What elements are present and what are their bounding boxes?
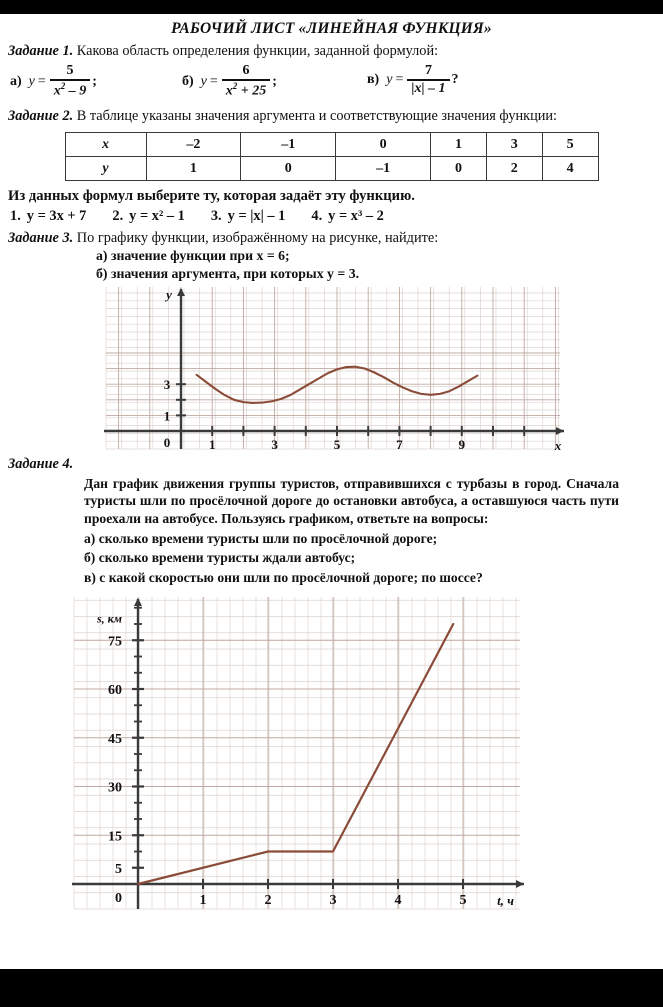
task3-heading: Задание 3.	[8, 229, 74, 246]
formula-b	[182, 64, 367, 99]
motion-grid	[74, 597, 520, 909]
formula-b-denominator: $x^2 + 25$	[225, 80, 267, 99]
option-3	[211, 208, 286, 225]
task4-heading: Задание 4.	[8, 455, 74, 472]
table-cell: 1	[431, 133, 487, 157]
x-axis-label: x	[554, 437, 562, 453]
wave-grid	[106, 287, 560, 449]
formula-v-fraction	[407, 64, 449, 96]
formula-a-denominator: $x^2 - 9$	[53, 80, 87, 99]
formula-a-tail: ;	[92, 73, 97, 89]
table-header-x: x	[65, 133, 146, 157]
page-title: РАБОЧИЙ ЛИСТ «ЛИНЕЙНАЯ ФУНКЦИЯ»	[171, 20, 492, 37]
formula-b-fraction	[222, 64, 270, 99]
y-tick-label: 15	[108, 829, 122, 845]
option-1-expression: y = 3x + 7	[26, 207, 87, 224]
table-cell: 0	[431, 157, 487, 181]
y-axis-label: s, км	[97, 611, 122, 626]
option-3-number: 3.	[210, 207, 222, 224]
x-tick-label: 2	[264, 892, 272, 908]
option-4	[311, 208, 383, 225]
y-tick-label: 5	[115, 861, 122, 877]
x-tick-label: 4	[394, 892, 402, 908]
formula-b-label: б)	[182, 73, 194, 89]
task2-text: В таблице указаны значения аргумента и соответствующие значения функции:	[73, 107, 558, 124]
formula-a-numerator: 5	[66, 63, 74, 79]
formula-a-eq: =	[37, 73, 46, 89]
formula-a-lhs: y	[28, 73, 35, 89]
task4-motion-chart	[0, 593, 663, 913]
bottom-black-band	[0, 969, 663, 1007]
task1-formulas	[0, 60, 663, 101]
origin-label: 0	[115, 890, 122, 906]
values-table	[65, 132, 599, 181]
formula-v-eq: =	[395, 72, 404, 88]
task3-graph-container	[0, 283, 663, 453]
origin-label: 0	[163, 434, 171, 450]
table-cell: –1	[241, 133, 336, 157]
formula-b-numerator: 6	[242, 63, 250, 79]
x-axis-arrow	[556, 427, 564, 435]
task3-wave-chart	[0, 283, 663, 453]
x-tick-label: 1	[208, 436, 216, 452]
table-cell: 0	[241, 157, 336, 181]
option-1	[10, 208, 86, 225]
y-tick-label: 60	[108, 682, 122, 698]
formula-v-denominator: |x| – 1	[411, 80, 446, 96]
formula-a-fraction	[50, 64, 91, 99]
formula-v-numerator: 7	[424, 63, 432, 79]
formula-v-tail: ?	[451, 72, 459, 88]
table-cell: 5	[542, 133, 598, 157]
task4-question-b: б) сколько времени туристы ждали автобус;	[84, 550, 356, 566]
task1-text: Какова область определения функции, заданной формулой:	[73, 43, 439, 59]
table-row-y	[65, 157, 598, 181]
option-4-expression: y = x³ – 2	[328, 207, 384, 224]
table-cell: 3	[486, 133, 542, 157]
option-2-number: 2.	[112, 207, 124, 224]
task2-options	[0, 206, 663, 227]
task1-line	[0, 42, 663, 60]
y-tick-label: 3	[163, 376, 171, 392]
task2-prompt: Из данных формул выберите ту, которая задаёт эту функцию.	[8, 188, 415, 205]
table-cell: 0	[336, 133, 431, 157]
formula-b-eq: =	[209, 73, 218, 89]
x-tick-label: 9	[458, 436, 466, 452]
worksheet-page	[0, 14, 663, 969]
table-cell: –2	[146, 133, 241, 157]
task4-question-a: а) сколько времени туристы шли по просёлочной дороге;	[84, 530, 438, 546]
formula-v-label: в)	[367, 72, 380, 88]
task2-heading: Задание 2.	[8, 107, 74, 124]
option-2	[112, 208, 184, 225]
table-cell: 2	[486, 157, 542, 181]
task3-line	[0, 227, 663, 247]
x-tick-label: 1	[199, 892, 207, 908]
top-black-band	[0, 0, 663, 14]
formula-v	[367, 64, 459, 96]
x-tick-label: 5	[333, 436, 341, 452]
task3-sub-a: а) значение функции при x = 6;	[96, 248, 290, 264]
option-1-number: 1.	[10, 207, 21, 224]
formula-b-lhs: y	[200, 73, 207, 89]
x-axis-arrow	[516, 880, 524, 888]
table-header-y: y	[65, 157, 146, 181]
x-tick-label: 7	[396, 436, 403, 452]
table-cell: 4	[542, 157, 598, 181]
task2-line	[0, 101, 663, 125]
x-tick-label: 3	[329, 892, 337, 908]
y-tick-label: 45	[108, 731, 122, 747]
task4-question-c: в) с какой скоростью они шли по просёлочной дороге; по шоссе?	[84, 570, 483, 586]
x-tick-label: 5	[459, 892, 467, 908]
task1-heading: Задание 1.	[8, 43, 74, 59]
motion-line	[138, 624, 453, 884]
formula-a-label: а)	[10, 73, 22, 89]
y-tick-label: 75	[108, 634, 122, 650]
task3-text: По графику функции, изображённому на рисунке, найдите:	[73, 229, 439, 246]
table-row-x	[65, 133, 598, 157]
x-tick-label: 3	[271, 436, 278, 452]
option-4-number: 4.	[311, 207, 323, 224]
formula-a	[10, 64, 182, 99]
task4-graph-container	[0, 593, 663, 913]
formula-v-lhs: y	[386, 72, 393, 88]
table-cell: 1	[146, 157, 241, 181]
x-axis-label: t, ч	[497, 892, 514, 908]
task4-line	[0, 453, 663, 473]
y-tick-label: 1	[163, 407, 171, 423]
task4-paragraph: Дан график движения группы туристов, отправившихся с турбазы в город. Сначала туристы шли по просёлочной дороге до остановки автобуса, а оставшуюся часть пути проехали на автобусе. Пользуясь графиком, ответьте на вопросы:	[84, 475, 619, 527]
y-axis-arrow	[134, 598, 142, 606]
y-axis-label: y	[166, 286, 172, 302]
task3-sub-b: б) значения аргумента, при которых y = 3.	[96, 265, 360, 281]
y-tick-label: 30	[108, 780, 122, 796]
option-2-expression: y = x² – 1	[129, 207, 185, 224]
option-3-expression: y = |x| – 1	[227, 207, 286, 224]
formula-b-tail: ;	[272, 73, 277, 89]
table-cell: –1	[336, 157, 431, 181]
